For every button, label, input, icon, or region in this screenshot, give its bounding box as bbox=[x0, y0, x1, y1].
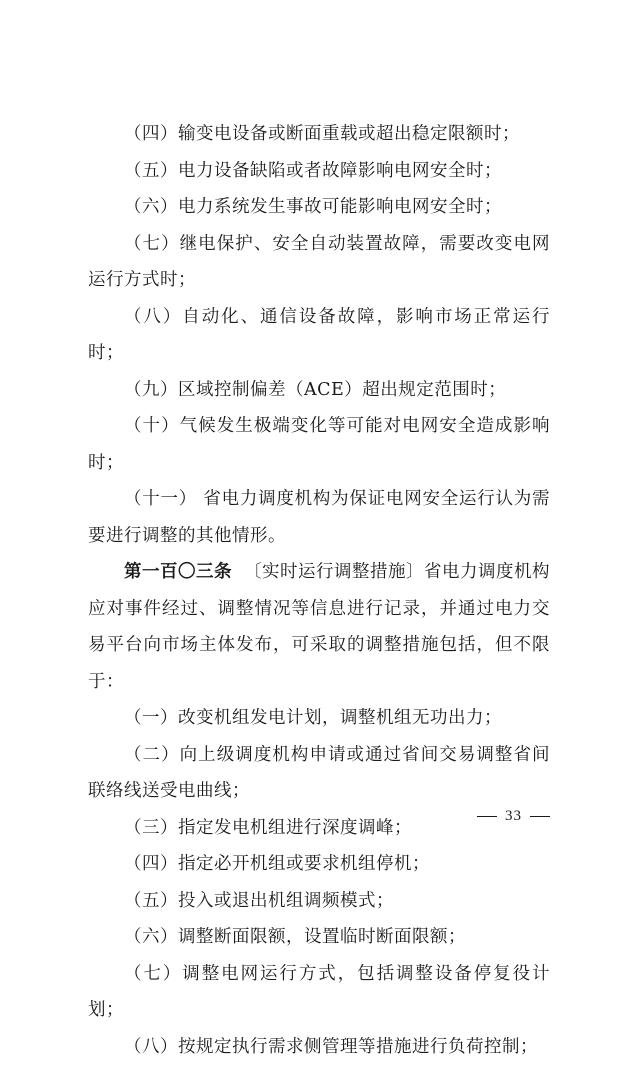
measure-item-2: （二）向上级调度机构申请或通过省间交易调整省间联络线送受电曲线； bbox=[88, 737, 550, 810]
clause-item-9: （九）区域控制偏差（ACE）超出规定范围时； bbox=[88, 372, 550, 409]
clause-item-5: （五）电力设备缺陷或者故障影响电网安全时； bbox=[88, 153, 550, 190]
measure-item-1: （一）改变机组发电计划，调整机组无功出力； bbox=[88, 700, 550, 737]
measure-item-4: （四）指定必开机组或要求机组停机； bbox=[88, 846, 550, 883]
clause-item-6: （六）电力系统发生事故可能影响电网安全时； bbox=[88, 189, 550, 226]
measure-item-3: （三）指定发电机组进行深度调峰； bbox=[88, 810, 550, 847]
article-103 bbox=[88, 554, 550, 700]
measure-item-5: （五）投入或退出机组调频模式； bbox=[88, 883, 550, 920]
dash-right bbox=[530, 816, 550, 817]
clause-item-10: （十）气候发生极端变化等可能对电网安全造成影响时； bbox=[88, 408, 550, 481]
measure-item-6: （六）调整断面限额，设置临时断面限额； bbox=[88, 919, 550, 956]
clause-item-11: （十一） 省电力调度机构为保证电网安全运行认为需要进行调整的其他情形。 bbox=[88, 481, 550, 554]
article-body: 省电力调度机构应对事件经过、调整情况等信息进行记录，并通过电力交易平台向市场主体发布，可采取的调整措施包括，但不限于： bbox=[88, 562, 550, 692]
measure-item-8: （八）按规定执行需求侧管理等措施进行负荷控制； bbox=[88, 1029, 550, 1065]
clause-item-7: （七）继电保护、安全自动装置故障，需要改变电网运行方式时； bbox=[88, 226, 550, 299]
article-number: 第一百〇三条 bbox=[124, 562, 232, 582]
page-number-footer bbox=[469, 808, 558, 825]
dash-left bbox=[477, 816, 497, 817]
document-body bbox=[88, 116, 550, 1065]
article-title: 〔实时运行调整措施〕 bbox=[244, 562, 424, 582]
page-number: 33 bbox=[505, 808, 522, 824]
measure-item-7: （七）调整电网运行方式，包括调整设备停复役计划； bbox=[88, 956, 550, 1029]
clause-item-8: （八）自动化、通信设备故障，影响市场正常运行时； bbox=[88, 299, 550, 372]
clause-item-4: （四）输变电设备或断面重载或超出稳定限额时； bbox=[88, 116, 550, 153]
